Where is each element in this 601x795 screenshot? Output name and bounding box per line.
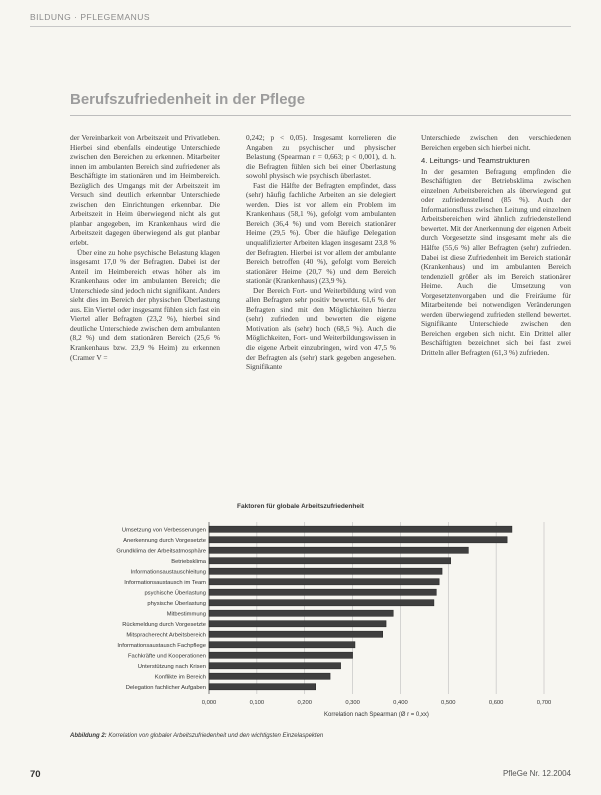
- bar: [209, 547, 468, 553]
- category-label: Betriebsklima: [171, 558, 206, 565]
- x-tick-label: 0,300: [345, 700, 360, 706]
- x-tick-label: 0,600: [488, 700, 504, 706]
- journal-footer: PfleGe Nr. 12.2004: [502, 769, 571, 778]
- category-label: Konflikte im Bereich: [154, 674, 206, 681]
- category-label: Delegation fachlicher Aufgaben: [125, 684, 206, 691]
- category-label: Informationsaustausch im Team: [124, 579, 206, 586]
- paragraph: 0,242; p < 0,05). Insgesamt korrelieren die Angaben zu psychischer und physischer Belastung (Spearman r = 0,663; p < 0,001), d. h. die Befragten fühlen sich bei einer Überlastung sowohl physisch wie psychisch überlastet.: [246, 133, 396, 181]
- bar: [209, 673, 330, 679]
- category-label: physische Überlastung: [147, 600, 206, 607]
- bar: [209, 558, 451, 564]
- bar: [209, 642, 355, 648]
- x-tick-label: 0,500: [441, 700, 456, 706]
- figure-caption: [70, 733, 571, 739]
- paragraph: In der gesamten Befragung empfinden die Beschäftigten der Betriebsklima zwischen einzelnen Arbeitsbereichen als überwiegend gut oder zufriedenstellend (85 %). Auch der Informationsfluss zwischen Leitung und einzelnen Arbeitsbereichen wird ähnlich zufriedenstellend bewertet. Mit der Anerkennung der eigenen Arbeit durch Vorgesetzte sind insgesamt mehr als die Hälfte (55,6 %) aller Befragten (sehr) zufrieden. Dabei ist diese Zufriedenheit im Bereich stationär (Krankenhaus) und im ambulanten Bereich tendenziell größer als im Bereich stationärer Heime. Auch die Umsetzung von Vorgesetztenvorgaben und die Freiräume für Mitarbeitende bei notwendigen Veränderungen werden überwiegend zufrieden stellend bewertet. Signifikante Unterschiede zwischen den Bereichen ergeben sich nicht. Ein Drittel aller Beschäftigten bezeichnet sich bei fast zwei Dritteln aller Befragten (61,3 %) zufrieden.: [421, 166, 571, 358]
- bar: [209, 631, 383, 637]
- section-heading: 4. Leitungs- und Teamstrukturen: [421, 156, 530, 166]
- caption-text: Korrelation von globaler Arbeitszufriedenheit und den wichtigsten Einzelaspekten: [108, 733, 324, 739]
- x-tick-label: 0,400: [393, 700, 408, 706]
- category-label: Informationsaustausch Fachpflege: [117, 642, 206, 649]
- bar: [209, 663, 341, 669]
- x-tick-label: 0,200: [297, 700, 312, 706]
- category-label: Unterstützung nach Krisen: [137, 663, 206, 670]
- x-tick-label: 0,100: [249, 700, 265, 706]
- bar: [209, 684, 316, 690]
- category-label: Anerkennung durch Vorgesetzte: [123, 537, 206, 544]
- category-label: Umsetzung von Verbesserungen: [121, 527, 206, 534]
- category-label: Mitspracherecht Arbeitsbereich: [126, 632, 206, 639]
- page-number: 70: [30, 769, 41, 780]
- bar: [209, 652, 353, 658]
- bar: [209, 610, 393, 616]
- paragraph: Fast die Hälfte der Befragten empfindet, dass (sehr) häufig fachliche Arbeiten an sie delegiert werden. Dies ist vor allem ein Problem im Krankenhaus (58,1 %), gefolgt vom ambulanten Bereich (36,4 %) und vom Bereich stationärer Heime (29,5 %). Über die häufige Delegation unqualifizierter Arbeiten klagen insgesamt 23,8 % der Befragten. Hierbei ist vor allem der ambulante Bereich betroffen (40 %), gefolgt vom Bereich stationärer Heime (20,7 %) und dem Bereich stationär (Krankenhaus) (23,9 %).: [246, 180, 396, 286]
- paragraph: Unterschiede zwischen den verschiedenen Bereichen ergeben sich hierbei nicht.: [421, 133, 571, 152]
- chart-title: Faktoren für globale Arbeitszufriedenheit: [237, 503, 364, 510]
- bar: [209, 589, 436, 595]
- category-label: Grundklima der Arbeitsatmosphäre: [116, 548, 206, 555]
- bar: [209, 568, 442, 574]
- bar: [209, 579, 439, 585]
- caption-label: Abbildung 2:: [70, 733, 107, 739]
- bar: [209, 600, 434, 606]
- x-axis-label: Korrelation nach Spearman (Ø r = 0,xx): [324, 712, 429, 718]
- running-head: BILDUNG · PFLEGEMANUS: [30, 12, 151, 22]
- bar: [209, 621, 386, 627]
- category-label: Fachkräfte und Kooperationen: [128, 653, 206, 660]
- category-label: Rückmeldung durch Vorgesetzte: [122, 621, 206, 628]
- x-tick-label: 0,000: [201, 700, 217, 706]
- article-title: Berufszufriedenheit in der Pflege: [70, 91, 306, 108]
- paragraph: der Vereinbarkeit von Arbeitszeit und Privatleben. Hierbei sind ebenfalls eindeutige Unterschiede zwischen den Bereichen zu erkennen. Mitarbeiter innen im ambulanten Bereich sind zufriedener als Beschäftigte im stationären und im Heimbereich. Bezüglich des Umgangs mit der Arbeitszeit im Versuch sind deutlich erkennbar Unterschiede zwischen den Einrichtungen erkennbar. Die Arbeitszeit in Heim überwiegend nicht als gut planbar angegeben, im Krankenhaus wird die Arbeitszeit dagegen überwiegend als gut planbar erlebt.: [70, 133, 220, 248]
- category-label: Informationsaustauschleitung: [130, 569, 206, 576]
- bar: [209, 526, 512, 532]
- bar: [209, 537, 507, 543]
- x-tick-label: 0,700: [536, 700, 552, 706]
- category-label: psychische Überlastung: [144, 590, 206, 597]
- category-label: Mitbestimmung: [166, 611, 206, 618]
- paragraph: Der Bereich Fort- und Weiterbildung wird von allen Befragten sehr positiv bewertet. 61,6 % der Befragten sind mit den Möglichkeiten hierzu (sehr) zufrieden und bewerten die eigene Motivation als (sehr) hoch (68,5 %). Auch die Möglichkeiten, Fort- und Weiterbildungswissen in die eigene Arbeit einzubringen, wird von 47,5 % der Befragten als (sehr) stark gegeben angesehen. Signifikante: [246, 285, 396, 372]
- paragraph: Über eine zu hohe psychische Belastung klagen insgesamt 17,0 % der Befragten. Dabei ist der Anteil im Heimbereich etwas höher als im Krankenhaus oder im ambulanten Bereich; die Unterschiede sind jedoch nicht signifikant. Anders sieht dies im Bereich der physischen Überlastung aus. Ein Viertel oder insgesamt fühlen sich fast ein Viertel aller Befragten (23,2 %), hierbei sind deutliche Unterschiede zwischen dem ambulanten (8,2 %) und dem stationären Bereich (25,6 % Krankenhaus bzw. 23,9 % Heim) zu erkennen (Cramer V =: [70, 247, 220, 362]
